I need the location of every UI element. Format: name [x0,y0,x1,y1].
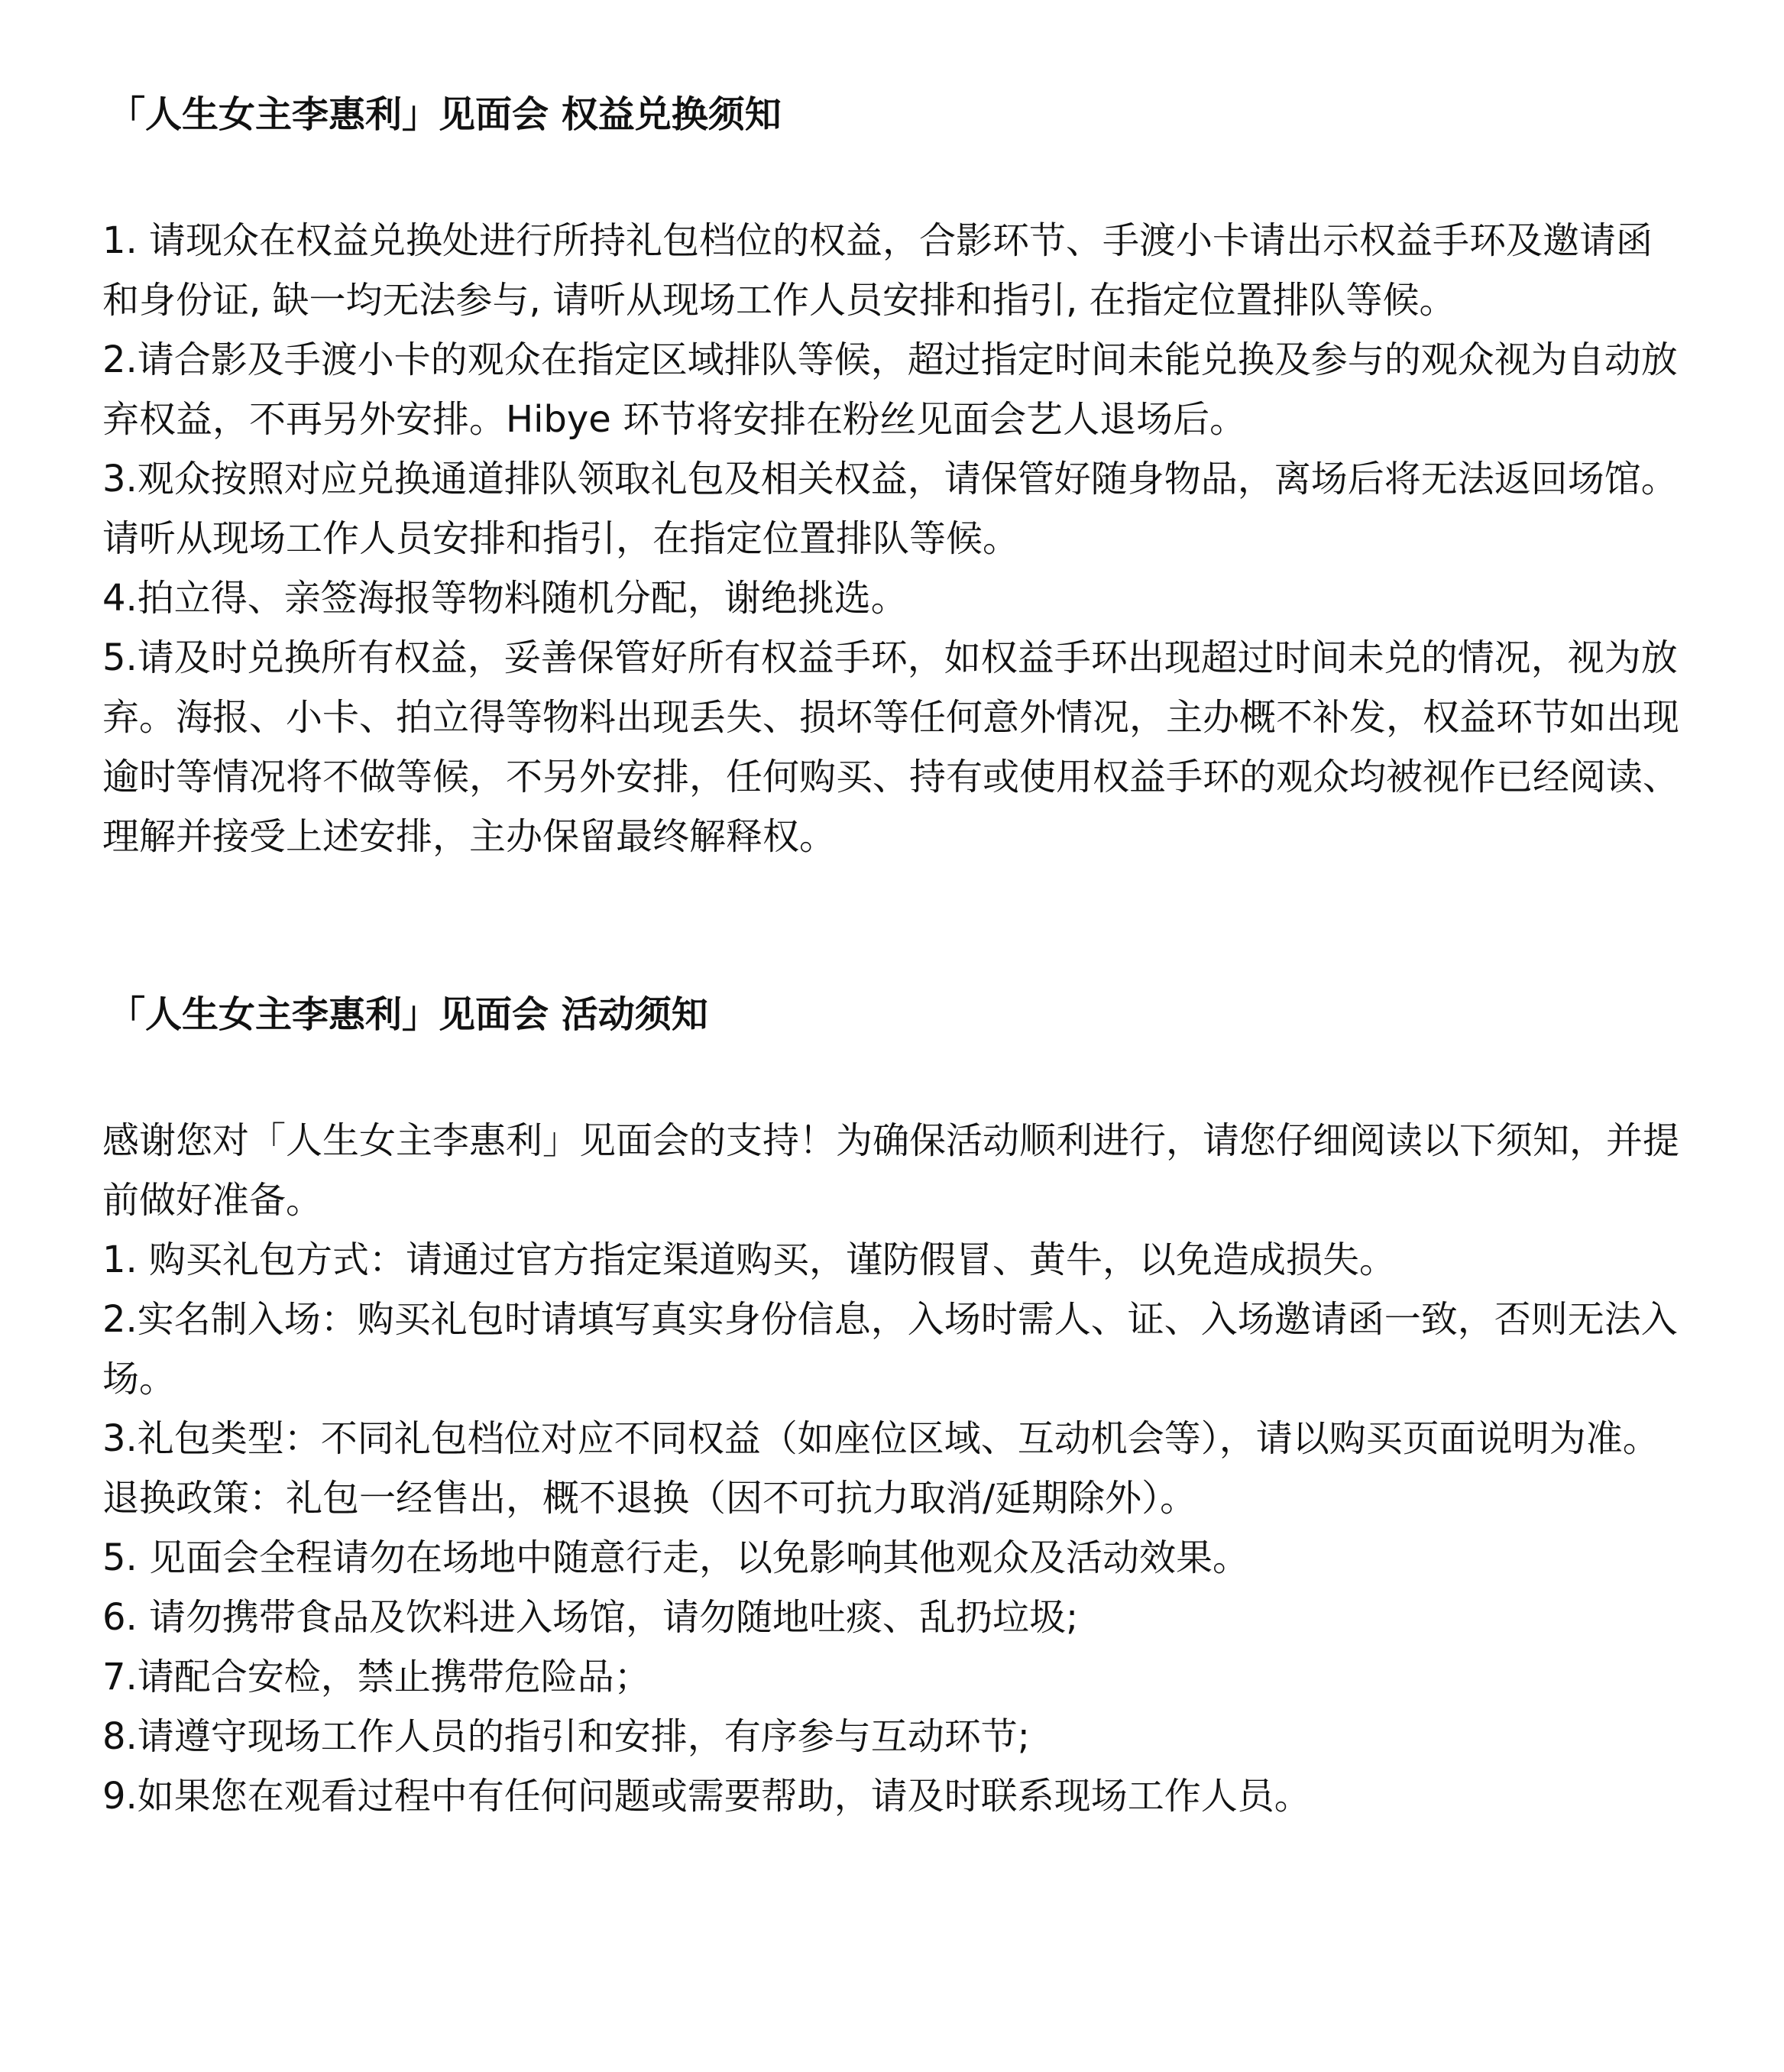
redemption-notice-title: 「人生女主李惠利」见面会 权益兑换须知 [108,93,782,136]
redemption-notice-body [102,211,1684,866]
event-item-2: 2.实名制入场：购买礼包时请填写真实身份信息，入场时需人、证、入场邀请函一致，否则无法入场。 [102,1298,1678,1400]
event-item-1: 1. 购买礼包方式：请通过官方指定渠道购买，谨防假冒、黄牛，以免造成损失。 [102,1238,1397,1281]
event-notice-section [102,983,1684,1826]
event-notice-body [102,1111,1684,1826]
event-intro: 感谢您对「人生女主李惠利」见面会的支持！为确保活动顺利进行，请您仔细阅读以下须知，并提前做好准备。 [102,1119,1680,1222]
redemption-notice-section [102,83,1684,866]
event-item-5: 5. 见面会全程请勿在场地中随意行走，以免影响其他观众及活动效果。 [102,1536,1250,1579]
event-refund-policy: 退换政策：礼包一经售出，概不退换（因不可抗力取消/延期除外）。 [102,1477,1197,1520]
redemption-item-1: 1. 请现众在权益兑换处进行所持礼包档位的权益，合影环节、手渡小卡请出示权益手环及邀请函和身份证, 缺一均无法参与, 请听从现场工作人员安排和指引, 在指定位置排队等候。 [102,219,1653,322]
redemption-item-3: 3.观众按照对应兑换通道排队领取礼包及相关权益，请保管好随身物品，离场后将无法返回场馆。请听从现场工作人员安排和指引，在指定位置排队等候。 [102,458,1678,560]
notice-document [102,83,1684,1826]
event-item-8: 8.请遵守现场工作人员的指引和安排，有序参与互动环节; [102,1715,1030,1758]
event-item-6: 6. 请勿携带食品及饮料进入场馆，请勿随地吐痰、乱扔垃圾; [102,1596,1079,1639]
redemption-item-4: 4.拍立得、亲签海报等物料随机分配，谢绝挑选。 [102,577,908,620]
event-item-7: 7.请配合安检，禁止携带危险品； [102,1656,651,1698]
redemption-item-2: 2.请合影及手渡小卡的观众在指定区域排队等候，超过指定时间未能兑换及参与的观众视为自动放弃权益，不再另外安排。Hibye 环节将安排在粉丝见面会艺人退场后。 [102,338,1678,441]
redemption-item-5: 5.请及时兑换所有权益，妥善保管好所有权益手环，如权益手环出现超过时间未兑的情况，视为放弃。海报、小卡、拍立得等物料出现丢失、损坏等任何意外情况，主办概不补发，权益环节如出现逾时等情况将不做等候，不另外安排，任何购买、持有或使用权益手环的观众均被视作已经阅读、理解并接受上述安排，主办保留最终解释权。 [102,636,1680,858]
event-item-3: 3.礼包类型：不同礼包档位对应不同权益（如座位区域、互动机会等），请以购买页面说明为准。 [102,1417,1659,1460]
event-notice-title: 「人生女主李惠利」见面会 活动须知 [108,993,708,1036]
event-item-9: 9.如果您在观看过程中有任何问题或需要帮助，请及时联系现场工作人员。 [102,1775,1311,1818]
